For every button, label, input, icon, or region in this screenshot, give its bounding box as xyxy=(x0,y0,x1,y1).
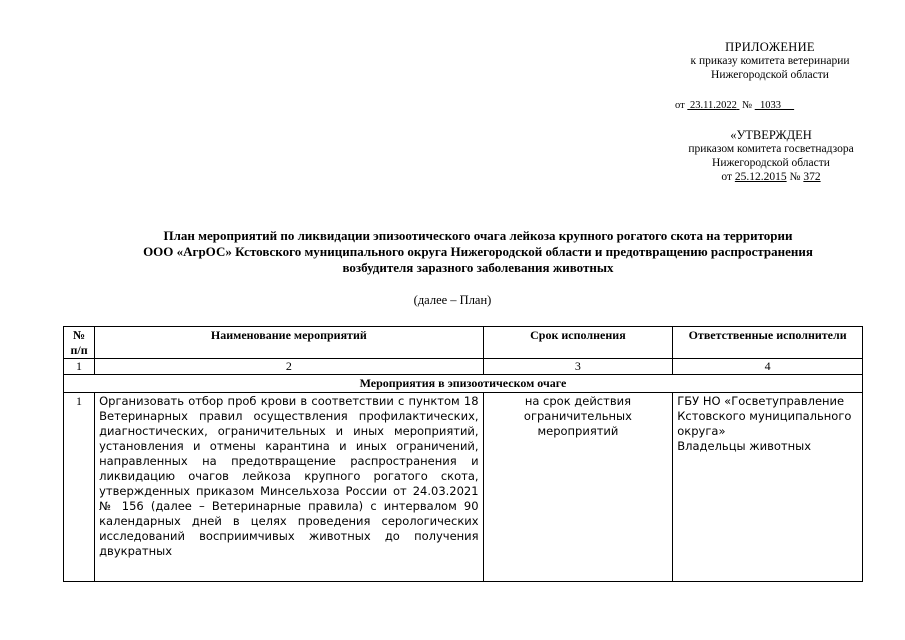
column-number: 4 xyxy=(673,359,863,375)
approved-title: «УТВЕРЖДЕН xyxy=(730,128,812,142)
appendix-title: ПРИЛОЖЕНИЕ xyxy=(725,40,815,54)
document-title xyxy=(95,228,861,276)
document-title-line-2: ООО «АгрОС» Кстовского муниципального округа Нижегородской области и предотвращению распространения xyxy=(143,244,813,259)
row-responsible-line-2: Владельцы животных xyxy=(677,438,812,453)
row-measure-name: Организовать отбор проб крови в соответствии с пунктом 18 Ветеринарных правил осуществления профилактических, диагностических, ограничительных и иных мероприятий, установления и отмены карантина и иных ограничений, направленных на предотвращение распространения и ликвидацию очагов лейкоза крупного рогатого скота, утвержденных приказом Минсельхоза России от 24.03.2021 № 156 (далее – Ветеринарные правила) с интервалом 90 календарных дней в целях проведения серологических исследований восприимчивых животных до получения двукратных xyxy=(95,392,483,581)
header-no: № п/п xyxy=(64,327,95,359)
column-number: 1 xyxy=(64,359,95,375)
row-term: на срок действия ограничительных мероприятий xyxy=(483,392,673,581)
approved-line-2: Нижегородской области xyxy=(712,157,830,169)
order-date: 23.11.2022 xyxy=(689,100,737,111)
table-header-row xyxy=(64,327,863,359)
order-from-label: от xyxy=(675,100,685,111)
column-number: 3 xyxy=(483,359,673,375)
row-number: 1 xyxy=(64,392,95,581)
approved-reference: от 25.12.2015 № 372 xyxy=(721,171,821,183)
appendix-line-1: к приказу комитета ветеринарии xyxy=(690,55,850,67)
approved-line-1: приказом комитета госветнадзора xyxy=(688,143,854,155)
plan-table xyxy=(63,326,863,582)
approved-date: 25.12.2015 xyxy=(734,171,787,183)
document-title-line-3: возбудителя заразного заболевания животных xyxy=(342,260,614,275)
row-responsible xyxy=(673,392,863,581)
row-responsible-line-1: ГБУ НО «Госветуправление Кстовского муниципального округа» xyxy=(677,393,852,438)
header-name: Наименование мероприятий xyxy=(95,327,483,359)
appendix-block xyxy=(640,40,900,82)
approved-number: 372 xyxy=(803,171,821,183)
document-title-line-1: План мероприятий по ликвидации эпизоотического очага лейкоза крупного рогатого скота на территории xyxy=(163,228,793,243)
order-number: 1033 xyxy=(759,100,781,111)
header-term: Срок исполнения xyxy=(483,327,673,359)
table-row xyxy=(64,392,863,581)
document-note: (далее – План) xyxy=(413,293,492,307)
order-reference xyxy=(675,100,794,111)
section-title: Мероприятия в эпизоотическом очаге xyxy=(64,375,863,393)
column-number: 2 xyxy=(95,359,483,375)
approved-block xyxy=(640,128,902,184)
column-number-row xyxy=(64,359,863,375)
order-no-label: № xyxy=(742,100,753,111)
section-row xyxy=(64,375,863,393)
header-responsible: Ответственные исполнители xyxy=(673,327,863,359)
appendix-line-2: Нижегородской области xyxy=(711,69,829,81)
